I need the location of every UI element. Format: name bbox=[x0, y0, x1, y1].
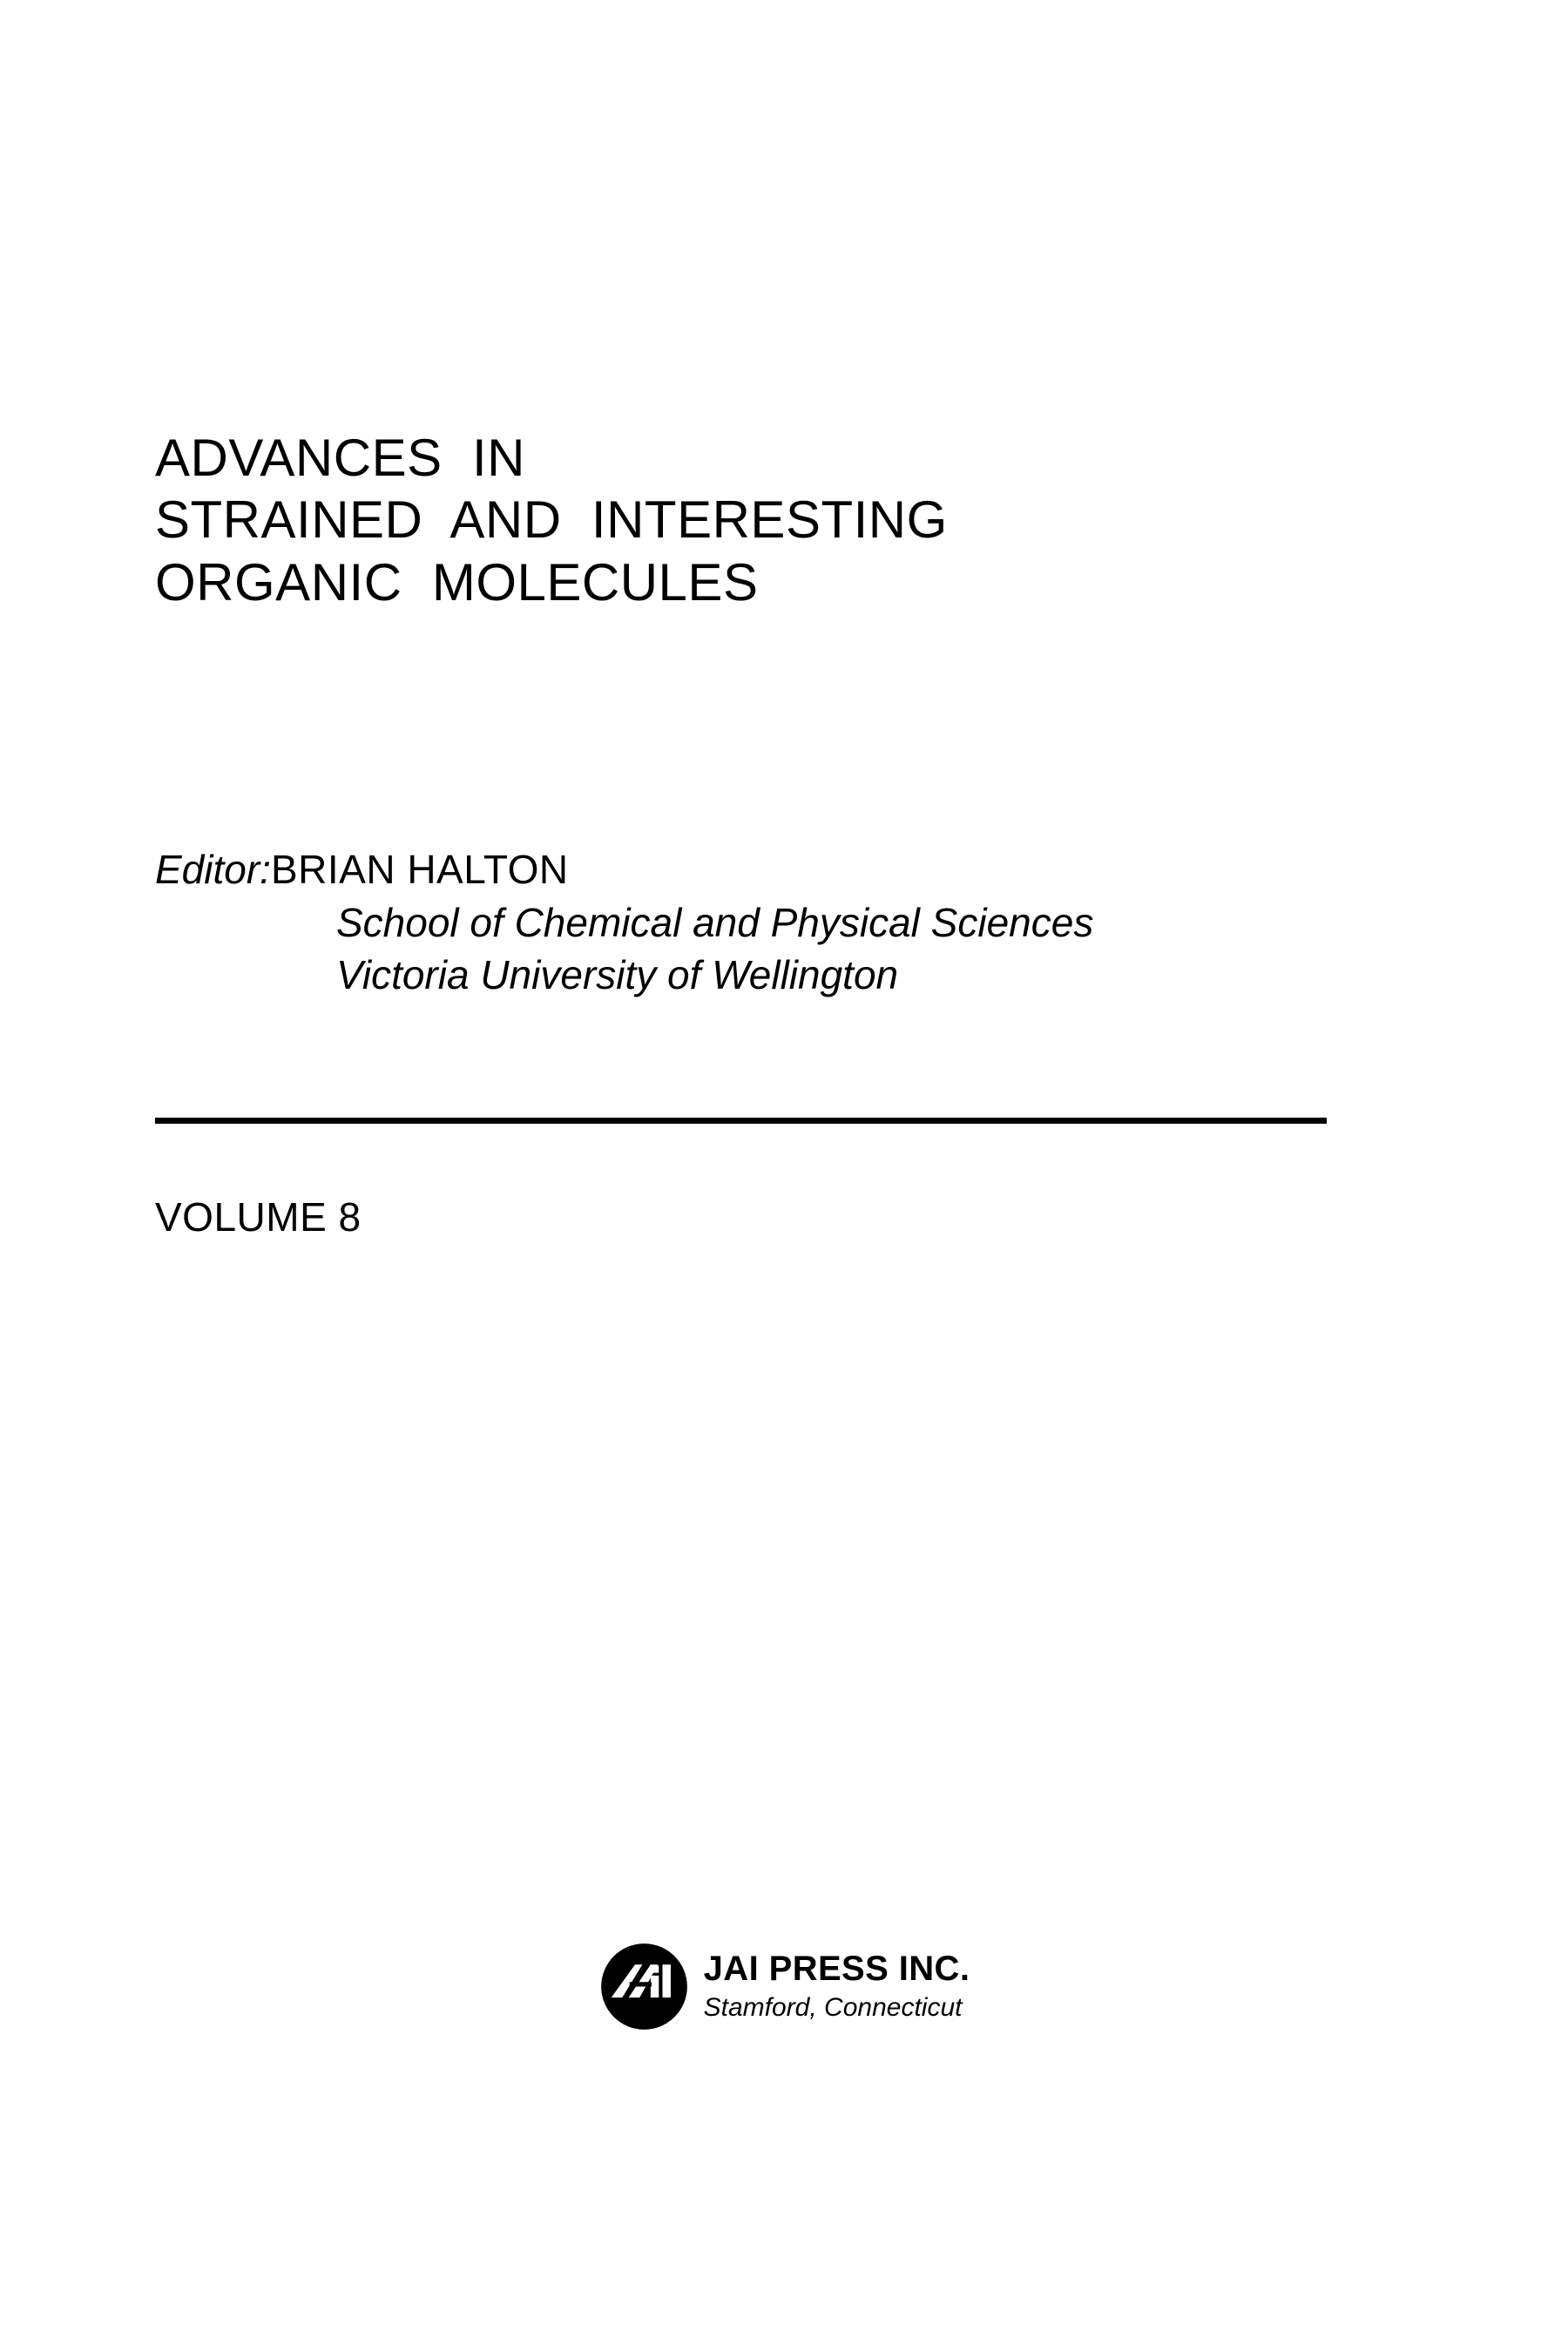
publisher-city: Stamford, Connecticut bbox=[703, 1992, 963, 2022]
publisher-block bbox=[0, 1941, 1568, 2032]
editor-affiliation-line-1: School of Chemical and Physical Sciences bbox=[336, 899, 1094, 945]
publisher-text bbox=[704, 1950, 970, 2024]
title-line-2: STRAINED AND INTERESTING bbox=[155, 490, 948, 550]
title-line-3: ORGANIC MOLECULES bbox=[155, 552, 759, 612]
editor-row bbox=[155, 843, 1288, 896]
publisher-name: JAI PRESS INC. bbox=[703, 1950, 970, 1989]
editor-block bbox=[155, 843, 1288, 1002]
jai-press-logo-icon bbox=[598, 1941, 690, 2032]
horizontal-rule bbox=[155, 1118, 1327, 1124]
editor-name: BRIAN HALTON bbox=[270, 847, 569, 892]
volume-label: VOLUME 8 bbox=[155, 1194, 362, 1240]
title-line-1: ADVANCES IN bbox=[155, 429, 525, 487]
editor-label: Editor: bbox=[155, 847, 271, 892]
book-title bbox=[155, 427, 1288, 613]
editor-affiliation-line-2: Victoria University of Wellington bbox=[336, 952, 899, 998]
